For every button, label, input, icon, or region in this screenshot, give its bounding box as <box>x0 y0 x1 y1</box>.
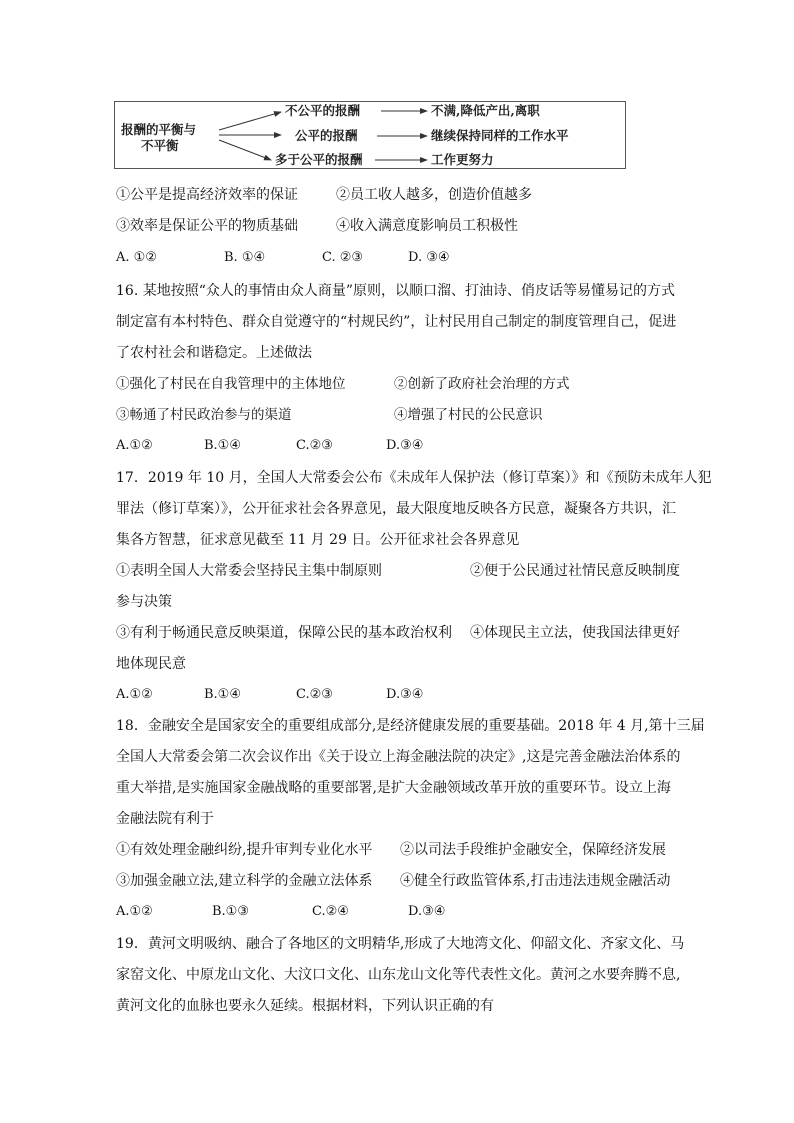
q15-option-2: ②员工收人越多，创造价值越多 <box>336 187 532 203</box>
diagram-effect-2: 继续保持同样的工作水平 <box>431 128 569 143</box>
q18-option-1: ①有效处理金融纠纷,提升审判专业化水平 <box>116 842 373 858</box>
diagram-cause-1: 不公平的报酬 <box>285 103 361 118</box>
diagram-left-label-2: 不平衡 <box>141 138 179 153</box>
q18-line-2: 全国人大常委会第二次会议作出《关于设立上海金融法院的决定》,这是完善金融法治体系的 <box>116 749 681 765</box>
q17-line-2: 罪法（修订草案）》，公开征求社会各界意见，最大限度地反映各方民意，凝聚各方共识，汇 <box>116 501 676 517</box>
q16-option-2: ②创新了政府社会治理的方式 <box>394 376 570 392</box>
q18-option-2: ②以司法手段维护金融安全，保障经济发展 <box>400 842 666 858</box>
q15-option-4: ④收入满意度影响员工积极性 <box>336 218 518 234</box>
q18-line-3: 重大举措,是实施国家金融战略的重要部署,是扩大金融领域改革开放的重要环节。设立上海 <box>116 780 671 796</box>
q18-line-1: 18．金融安全是国家安全的重要组成部分,是经济健康发展的重要基础。2018 年 4 月,第十三届 <box>116 718 705 734</box>
q18-option-3: ③加强金融立法,建立科学的金融立法体系 <box>116 873 373 889</box>
diagram-cause-3: 多于公平的报酬 <box>275 152 363 167</box>
q17-option-2: ②便于公民通过社情民意反映制度 <box>470 563 680 579</box>
q16-answer-d: D.③④ <box>386 438 424 453</box>
q17-answer-c: C.②③ <box>296 687 333 702</box>
q15-answer-d: D. ③④ <box>408 250 450 265</box>
q19-line-1: 19．黄河文明吸纳、融合了各地区的文明精华,形成了大地湾文化、仰韶文化、齐家文化、马 <box>116 936 685 952</box>
q16-line-3: 了农村社会和谐稳定。上述做法 <box>116 345 312 361</box>
q18-option-4: ④健全行政监管体系,打击违法违规金融活动 <box>400 873 671 889</box>
diagram-effect-3: 工作更努力 <box>431 152 494 167</box>
q18-answer-c: C.②④ <box>312 904 349 919</box>
q16-answer-b: B.①④ <box>204 438 241 453</box>
q19-line-2: 家窑文化、中原龙山文化、大汶口文化、山东龙山文化等代表性文化。黄河之水要奔腾不息, <box>116 967 681 983</box>
q15-answer-b: B. ①④ <box>224 250 266 265</box>
diagram-cause-2: 公平的报酬 <box>295 128 358 143</box>
q17-line-1: 17．2019 年 10 月，全国人大常委会公布《未成年人保护法（修订草案）》和《预防未成年人犯 <box>116 470 712 486</box>
q16-option-4: ④增强了村民的公民意识 <box>394 407 543 423</box>
reward-balance-diagram <box>114 101 626 169</box>
q17-answer-a: A.①② <box>116 687 153 702</box>
q15-option-1: ①公平是提高经济效率的保证 <box>116 187 298 203</box>
q16-line-2: 制定富有本村特色、群众自觉遵守的“村规民约”，让村民用自己制定的制度管理自己，促进 <box>116 314 677 330</box>
q17-line-3: 集各方智慧，征求意见截至 11 月 29 日。公开征求社会各界意见 <box>116 532 520 548</box>
q16-answer-a: A.①② <box>116 438 153 453</box>
q18-answer-a: A.①② <box>116 904 153 919</box>
diagram-effect-1: 不满,降低产出,离职 <box>431 103 540 118</box>
arrow-to-row3 <box>219 140 271 160</box>
q17-option-4-cont: 地体现民意 <box>116 656 186 672</box>
q17-option-4: ④体现民主立法，使我国法律更好 <box>470 625 680 641</box>
q19-line-3: 黄河文化的血脉也要永久延续。根据材料，下列认识正确的有 <box>116 998 494 1014</box>
q16-answer-c: C.②③ <box>296 438 333 453</box>
q17-option-3: ③有利于畅通民意反映渠道，保障公民的基本政治权利 <box>116 625 452 641</box>
q18-answer-b: B.①③ <box>212 904 249 919</box>
q18-line-4: 金融法院有利于 <box>116 811 214 827</box>
q17-option-2-cont: 参与决策 <box>116 594 172 610</box>
q18-answer-d: D.③④ <box>408 904 446 919</box>
q16-option-1: ①强化了村民在自我管理中的主体地位 <box>116 376 346 392</box>
q15-answer-c: C. ②③ <box>322 250 364 265</box>
q17-answer-d: D.③④ <box>386 687 424 702</box>
q17-answer-b: B.①④ <box>204 687 241 702</box>
q16-line-1: 16. 某地按照“众人的事情由众人商量”原则，以顺口溜、打油诗、俏皮话等易懂易记的方式 <box>116 283 676 299</box>
q16-option-3: ③畅通了村民政治参与的渠道 <box>116 407 292 423</box>
diagram-left-label-1: 报酬的平衡与 <box>121 122 197 137</box>
q15-option-3: ③效率是保证公平的物质基础 <box>116 218 298 234</box>
q17-option-1: ①表明全国人大常委会坚持民主集中制原则 <box>116 563 382 579</box>
arrow-to-row1 <box>219 112 281 130</box>
q15-answer-a: A. ①② <box>116 250 157 265</box>
